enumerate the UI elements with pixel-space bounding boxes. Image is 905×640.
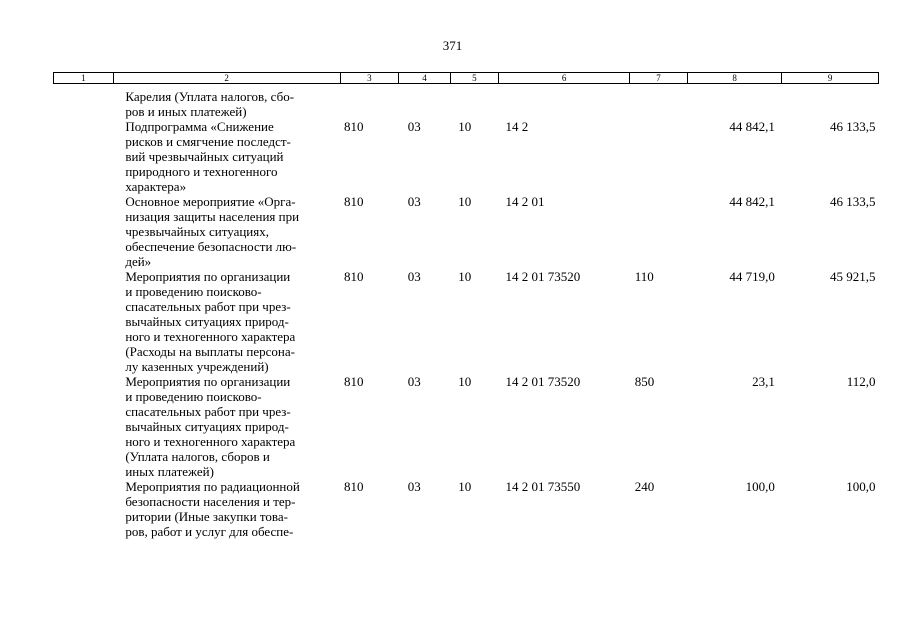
table-body: [54, 84, 879, 540]
row-col-4: 03: [407, 269, 421, 284]
page-number: 371: [442, 38, 463, 53]
row-col-4: [399, 84, 450, 120]
row-name: Подпрограмма «Снижение рисков и смягчение последст- вий чрезвычайных ситуаций природного и техногенного характера»: [125, 119, 291, 194]
row-name: Мероприятия по организации и проведению поисково- спасательных работ при чрез- вычайных ситуациях природ- ного и техногенного характера (Расходы на выплаты персона- лу казенных учреждений): [125, 269, 296, 374]
header-col-7: 7: [630, 73, 688, 84]
table-row: [54, 84, 879, 120]
row-col-1: [54, 479, 114, 539]
row-col-7: [630, 84, 688, 120]
row-col-9: [782, 84, 879, 120]
row-col-5: 10: [458, 269, 472, 284]
row-col-1: [54, 84, 114, 120]
row-col-5: 10: [458, 374, 472, 389]
row-col-5: 10: [458, 479, 472, 494]
row-col-8: 44 842,1: [729, 194, 775, 209]
row-col-3: 810: [344, 119, 364, 134]
row-col-6: 14 2: [505, 119, 529, 134]
header-col-9: 9: [782, 73, 879, 84]
header-col-2: 2: [113, 73, 340, 84]
row-col-3: 810: [344, 479, 364, 494]
row-col-5: [450, 84, 498, 120]
row-col-4: 03: [407, 374, 421, 389]
row-col-9: 100,0: [846, 479, 876, 494]
header-col-4: 4: [399, 73, 450, 84]
row-col-4: 03: [407, 119, 421, 134]
row-col-3: 810: [344, 269, 364, 284]
row-col-6: 14 2 01 73550: [505, 479, 581, 494]
row-col-3: 810: [344, 374, 364, 389]
row-col-9: 45 921,5: [830, 269, 876, 284]
table-row: [54, 269, 879, 374]
header-row: [54, 73, 879, 84]
row-name: Карелия (Уплата налогов, сбо- ров и иных платежей): [125, 89, 295, 119]
row-col-6: [499, 84, 630, 120]
row-col-8: 44 719,0: [729, 269, 775, 284]
header-col-5: 5: [450, 73, 498, 84]
row-col-8: 23,1: [752, 374, 775, 389]
table-row: [54, 119, 879, 194]
budget-table: [53, 72, 879, 539]
row-name: Мероприятия по организации и проведению поисково- спасательных работ при чрез- вычайных ситуациях природ- ного и техногенного характера (Уплата налогов, сборов и иных платежей): [125, 374, 296, 479]
row-col-9: 46 133,5: [830, 194, 876, 209]
row-col-7: [630, 119, 688, 194]
row-col-7: 850: [634, 374, 655, 389]
row-name: Мероприятия по радиационной безопасности населения и тер- ритории (Иные закупки това- ров, работ и услуг для обеспе-: [125, 479, 300, 539]
row-col-8: [687, 84, 781, 120]
row-col-7: [630, 194, 688, 269]
table-row: [54, 194, 879, 269]
row-col-5: 10: [458, 194, 472, 209]
row-col-7: 240: [634, 479, 655, 494]
row-col-4: 03: [407, 194, 421, 209]
row-col-1: [54, 374, 114, 479]
header-col-8: 8: [687, 73, 781, 84]
header-col-1: 1: [54, 73, 114, 84]
row-col-1: [54, 119, 114, 194]
row-col-7: 110: [634, 269, 654, 284]
row-col-1: [54, 194, 114, 269]
header-col-3: 3: [340, 73, 399, 84]
row-col-6: 14 2 01 73520: [505, 374, 581, 389]
row-col-5: 10: [458, 119, 472, 134]
row-col-6: 14 2 01: [505, 194, 545, 209]
row-col-6: 14 2 01 73520: [505, 269, 581, 284]
header-col-6: 6: [499, 73, 630, 84]
row-col-9: 112,0: [846, 374, 876, 389]
table-header: [54, 73, 879, 84]
table-row: [54, 374, 879, 479]
row-col-8: 44 842,1: [729, 119, 775, 134]
row-name: Основное мероприятие «Орга- низация защиты населения при чрезвычайных ситуациях, обеспечение безопасности лю- дей»: [125, 194, 300, 269]
row-col-1: [54, 269, 114, 374]
row-col-4: 03: [407, 479, 421, 494]
table-row: [54, 479, 879, 539]
row-col-3: [340, 84, 399, 120]
row-col-3: 810: [344, 194, 364, 209]
row-col-8: 100,0: [745, 479, 775, 494]
row-col-9: 46 133,5: [830, 119, 876, 134]
